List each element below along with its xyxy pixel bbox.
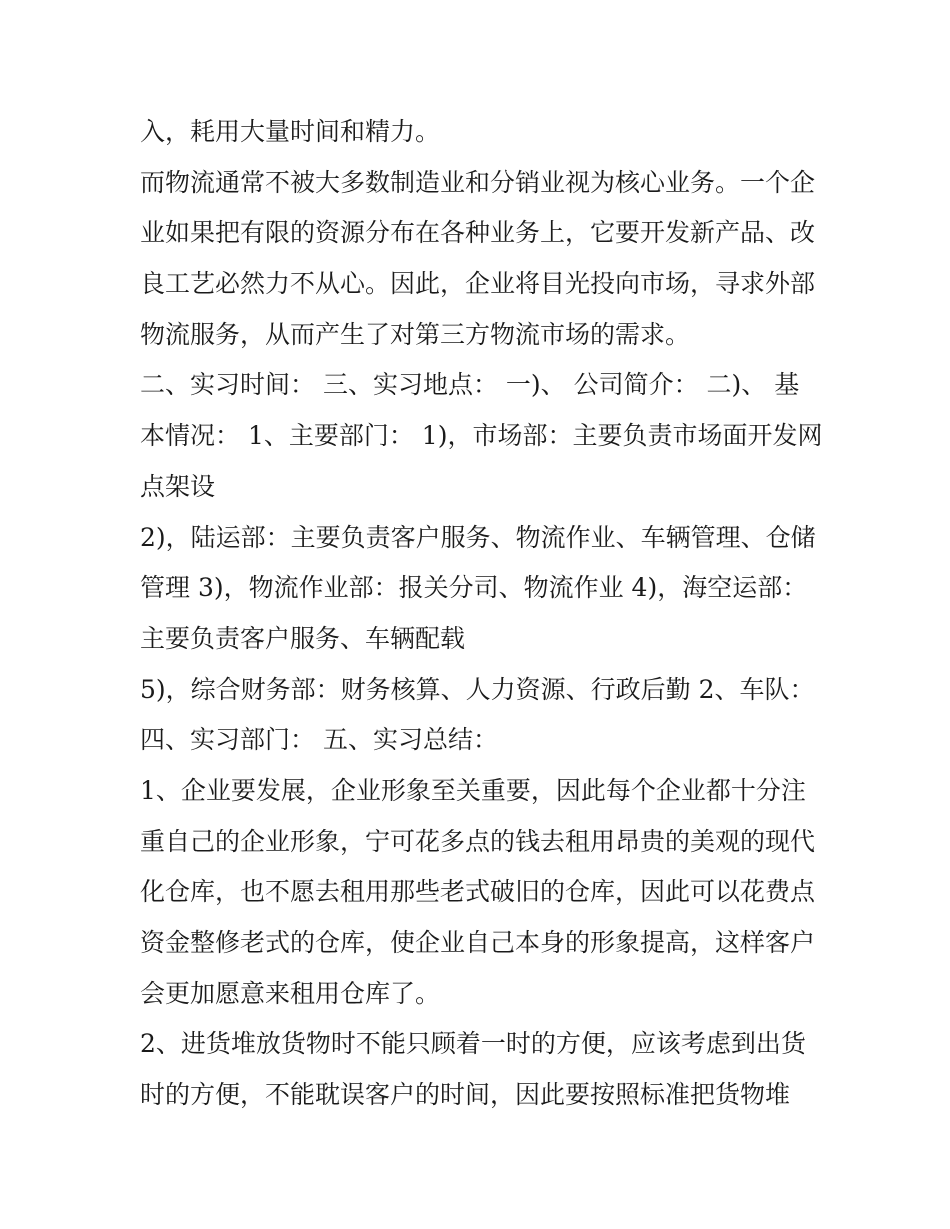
text-line: 会更加愿意来租用仓库了。 xyxy=(140,978,441,1008)
text-line: 2)，陆运部：主要负责客户服务、物流作业、车辆管理、仓储 xyxy=(140,522,816,552)
text-line: 重自己的企业形象，宁可花多点的钱去租用昂贵的美观的现代 xyxy=(140,826,816,856)
text-line: 1、企业要发展，企业形象至关重要，因此每个企业都十分注 xyxy=(140,775,806,805)
text-line: 入，耗用大量时间和精力。 xyxy=(140,117,441,146)
text-line: 本情况： 1、主要部门： 1)，市场部：主要负责市场面开发网 xyxy=(140,421,823,451)
text-line: 四、实习部门： 五、实习总结： xyxy=(140,725,498,755)
text-line: 管理 3)，物流作业部：报关分司、物流作业 4)，海空运部： xyxy=(140,573,808,603)
text-line: 资金整修老式的仓库，使企业自己本身的形象提高，这样客户 xyxy=(140,928,816,957)
text-line: 物流服务，从而产生了对第三方物流市场的需求。 xyxy=(140,319,691,349)
text-line: 而物流通常不被大多数制造业和分销业视为核心业务。一个企 xyxy=(140,167,816,197)
text-line: 5)，综合财务部：财务核算、人力资源、行政后勤 2、车队： xyxy=(140,674,815,704)
text-line: 化仓库，也不愿去租用那些老式破旧的仓库，因此可以花费点 xyxy=(140,877,816,907)
text-line: 主要负责客户服务、车辆配载 xyxy=(140,623,466,653)
text-line: 时的方便，不能耽误客户的时间，因此要按照标准把货物堆 xyxy=(140,1080,791,1110)
document-body xyxy=(140,107,823,1121)
text-line: 2、进货堆放货物时不能只顾着一时的方便，应该考虑到出货 xyxy=(140,1029,806,1059)
text-line: 业如果把有限的资源分布在各种业务上，它要开发新产品、改 xyxy=(140,218,816,248)
text-line: 点架设 xyxy=(140,471,216,501)
text-line: 良工艺必然力不从心。因此，企业将目光投向市场，寻求外部 xyxy=(140,269,816,299)
text-line: 二、实习时间： 三、实习地点： 一)、 公司简介： 二)、 基 xyxy=(140,370,800,400)
